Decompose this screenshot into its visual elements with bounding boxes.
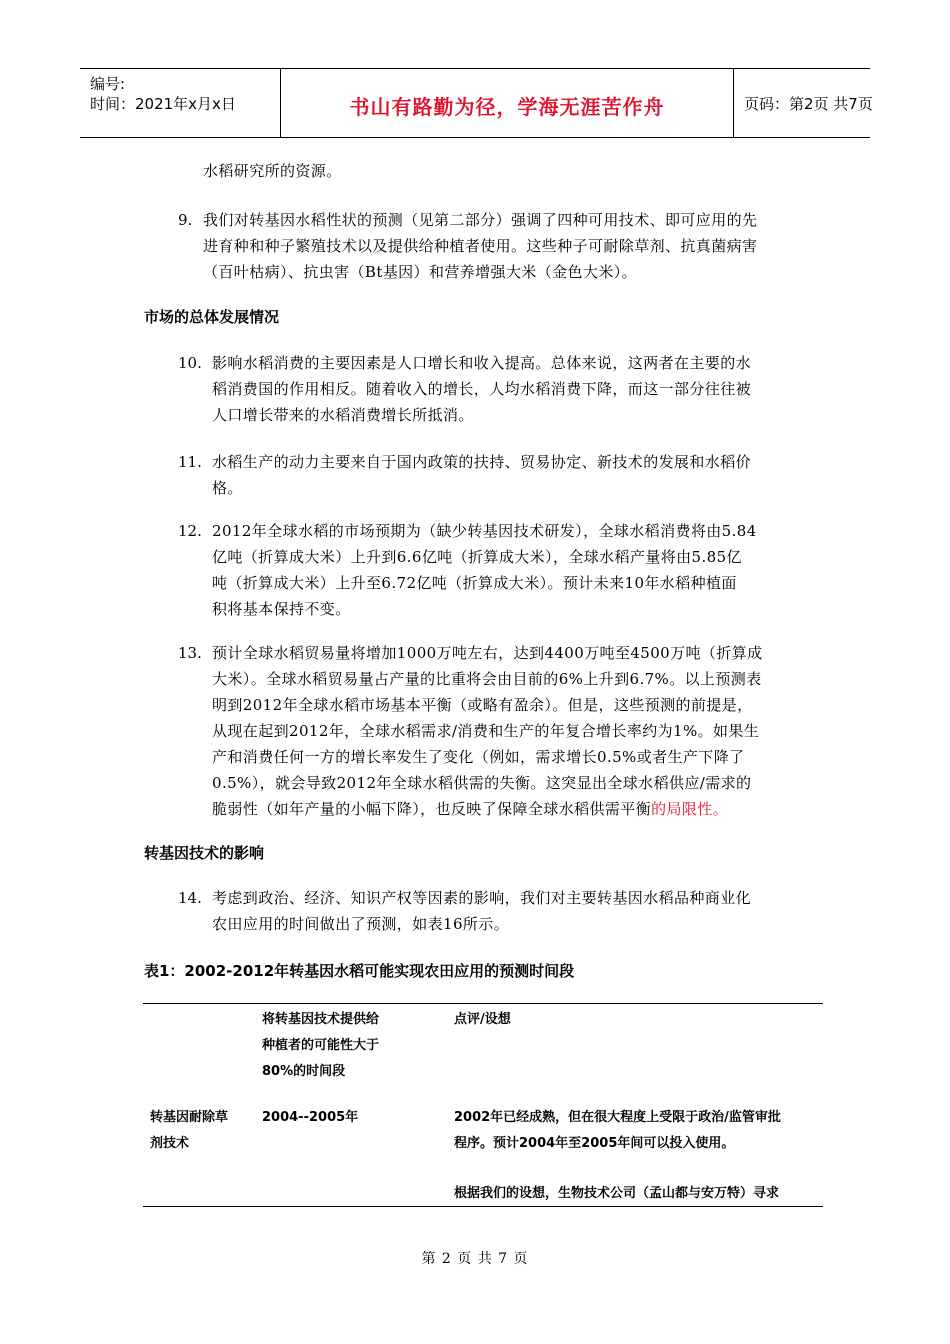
text-line: 从现在起到2012年，全球水稻需求/消费和生产的年复合增长率约为1%。如果生 bbox=[212, 722, 760, 740]
table-title: 表1：2002-2012年转基因水稻可能实现农田应用的预测时间段 bbox=[144, 962, 575, 980]
paragraph-11 bbox=[212, 449, 751, 501]
table-row-comment bbox=[454, 1105, 824, 1157]
text-line: 积将基本保持不变。 bbox=[212, 600, 351, 618]
text-line: 格。 bbox=[212, 479, 243, 497]
paragraph-9 bbox=[203, 207, 757, 285]
page-header bbox=[80, 68, 873, 138]
section-heading-gm: 转基因技术的影响 bbox=[144, 844, 265, 862]
text-line: 吨（折算成大米）上升至6.72亿吨（折算成大米）。预计未来10年水稻种植面 bbox=[212, 574, 737, 592]
text-line: 我们对转基因水稻性状的预测（见第二部分）强调了四种可用技术、即可应用的先 bbox=[203, 211, 758, 229]
serial-label: 编号: bbox=[90, 75, 126, 93]
text-line: 产和消费任何一方的增长率发生了变化（例如，需求增长0.5%或者生产下降了 bbox=[212, 748, 745, 766]
header-page-cell bbox=[734, 69, 873, 137]
text-line: 考虑到政治、经济、知识产权等因素的影响，我们对主要转基因水稻品种商业化 bbox=[212, 889, 752, 907]
comment-line: 程序。预计2004年至2005年间可以投入使用。 bbox=[454, 1136, 735, 1151]
section-heading-market: 市场的总体发展情况 bbox=[144, 308, 280, 326]
time-label: 时间：2021年x月x日 bbox=[90, 95, 236, 113]
paragraph-number-10: 10. bbox=[178, 354, 202, 372]
text-line: 大米）。全球水稻贸易量占产量的比重将会由目前的6%上升到6.7%。以上预测表 bbox=[212, 670, 762, 688]
text-line: 0.5%），就会导致2012年全球水稻供需的失衡。这突显出全球水稻供应/需求的 bbox=[212, 774, 752, 792]
paragraph-number-13: 13. bbox=[178, 644, 202, 662]
text-line: 进育种和种子繁殖技术以及提供给种植者使用。这些种子可耐除草剂、抗真菌病害 bbox=[203, 237, 758, 255]
label-line: 转基因耐除草 bbox=[150, 1110, 229, 1125]
text-segment: 脆弱性（如年产量的小幅下降），也反映了保障全球水稻供需平衡 bbox=[212, 800, 652, 818]
paragraph-number-11: 11. bbox=[178, 453, 202, 471]
paragraph-10 bbox=[212, 350, 751, 428]
text-line: 2012年全球水稻的市场预期为（缺少转基因技术研发），全球水稻消费将由5.84 bbox=[212, 522, 757, 540]
text-line bbox=[212, 796, 763, 822]
paragraph-13 bbox=[212, 640, 763, 822]
paragraph-number-12: 12. bbox=[178, 522, 202, 540]
page-info: 页码：第2页 共7页 bbox=[744, 95, 873, 113]
text-line: 水稻生产的动力主要来自于国内政策的扶持、贸易协定、新技术的发展和水稻价 bbox=[212, 453, 752, 471]
highlighted-text: 的局限性。 bbox=[651, 800, 729, 818]
forecast-table bbox=[143, 1003, 823, 1207]
table-header-comment: 点评/设想 bbox=[454, 1012, 511, 1027]
intro-tail: 水稻研究所的资源。 bbox=[203, 162, 342, 180]
comment-line: 2002年已经成熟，但在很大程度上受限于政治/监管审批 bbox=[454, 1110, 781, 1125]
table-header-period bbox=[262, 1007, 432, 1085]
motto: 书山有路勤为径，学海无涯苦作舟 bbox=[349, 95, 665, 119]
header-motto-cell bbox=[281, 69, 734, 137]
paragraph-number-9: 9. bbox=[178, 211, 193, 229]
paragraph-12 bbox=[212, 518, 757, 622]
label-line: 剂技术 bbox=[150, 1136, 190, 1151]
text-line: 农田应用的时间做出了预测，如表16所示。 bbox=[212, 915, 510, 933]
text-line: 亿吨（折算成大米）上升到6.6亿吨（折算成大米），全球水稻产量将由5.85亿 bbox=[212, 548, 742, 566]
header-line: 将转基因技术提供给 bbox=[262, 1012, 380, 1027]
paragraph-number-14: 14. bbox=[178, 889, 202, 907]
text-line: 预计全球水稻贸易量将增加1000万吨左右，达到4400万吨至4500万吨（折算成 bbox=[212, 644, 763, 662]
header-line: 80%的时间段 bbox=[262, 1064, 346, 1079]
text-line: 影响水稻消费的主要因素是人口增长和收入提高。总体来说，这两者在主要的水 bbox=[212, 354, 752, 372]
text-line: 人口增长带来的水稻消费增长所抵消。 bbox=[212, 406, 474, 424]
text-line: （百叶枯病）、抗虫害（Bt基因）和营养增强大米（金色大米）。 bbox=[203, 263, 638, 281]
table-row-period: 2004--2005年 bbox=[262, 1110, 359, 1125]
text-line: 稻消费国的作用相反。随着收入的增长，人均水稻消费下降，而这一部分往往被 bbox=[212, 380, 752, 398]
header-line: 种植者的可能性大于 bbox=[262, 1038, 380, 1053]
table-row-comment-continued: 根据我们的设想，生物技术公司（孟山都与安万特）寻求 bbox=[454, 1186, 780, 1201]
paragraph-14 bbox=[212, 885, 751, 937]
page-footer: 第 2 页 共 7 页 bbox=[421, 1251, 529, 1267]
table-row-label bbox=[150, 1105, 260, 1157]
header-meta-cell bbox=[80, 69, 281, 137]
text-line: 明到2012年全球水稻市场基本平衡（或略有盈余）。但是，这些预测的前提是， bbox=[212, 696, 753, 714]
